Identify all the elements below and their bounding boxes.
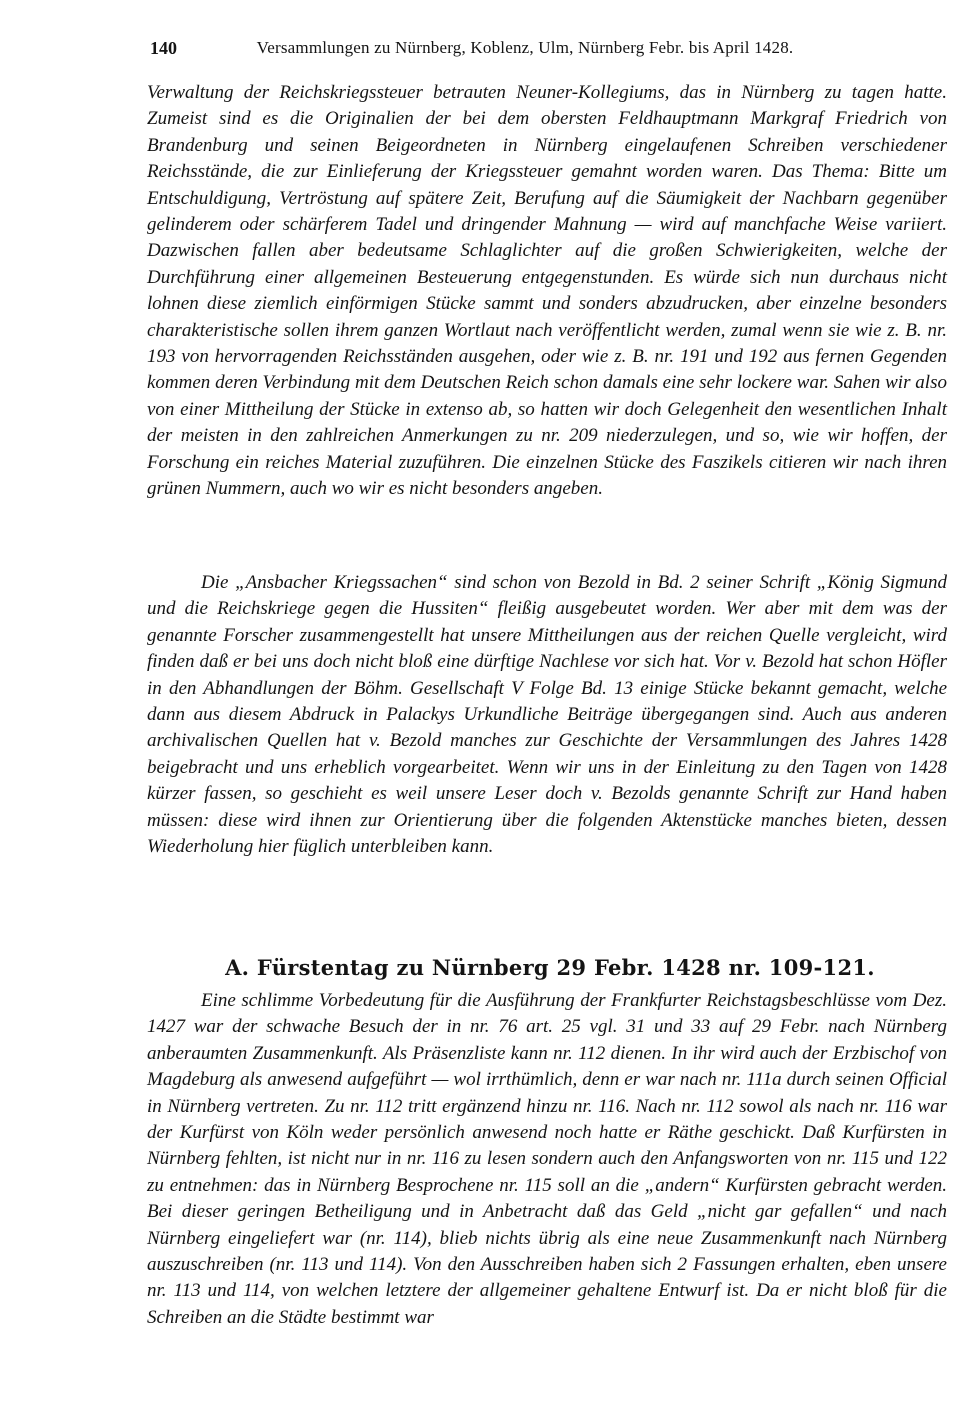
section-paragraph: Eine schlimme Vorbedeutung für die Ausführung der Frankfurter Reichstagsbeschlüsse vom Dez. 1427 war der schwache Besuch der in nr. 76 art. 25 vgl. 31 und 33 auf 29 Febr. nach Nürnberg anberaumten Zusammenkunft. Als Präsenzliste kann nr. 112 dienen. In ihr wird auch der Erzbischof von Magdeburg als anwesend aufgeführt — wol irrthümlich, denn er war nach nr. 111a durch seinen Official in Nürnberg vertreten. Zu nr. 112 tritt ergänzend hinzu nr. 116. Nach nr. 112 sowol als nach nr. 116 war der Kurfürst von Köln weder persönlich anwesend noch hatte er Räthe geschickt. Daß Kurfürsten in Nürnberg fehlten, ist nicht nur in nr. 116 zu lesen sondern auch den Anfangsworten von nr. 115 und 122 zu entnehmen: das in Nürnberg Besprochene nr. 115 soll an die „andern“ Kurfürsten gebracht werden. Bei dieser geringen Betheiligung und in Anbetracht daß das Geld „nicht gar gefallen“ und nach Nürnberg eingeliefert war (nr. 114), blieb nichts übrig als eine neue Zusammenkunft nach Nürnberg auszuschreiben (nr. 113 und 114). Von den Ausschreiben haben sich 2 Fassungen erhalten, eben unsere nr. 113 und 114, von welchen letztere der allgemeiner gehaltene Entwurf ist. Da er nicht bloß für die Schreiben an die Städte bestimmt war (147, 990, 947, 1328)
section-heading: A. Fürstentag zu Nürnberg 29 Febr. 1428 nr. 109-121. (225, 955, 875, 980)
body-paragraph-2: Die „Ansbacher Kriegssachen“ sind schon von Bezold in Bd. 2 seiner Schrift „König Sigmund und die Reichskriege gegen die Hussiten“ fleißig ausgebeutet worden. Wer aber mit dem was der genannte Forscher zusammengestellt hat unsere Mittheilungen aus der reichen Quelle vergleicht, wird finden daß er bei uns doch nicht bloß eine dürftige Nachlese vor sich hat. Vor v. Bezold hat schon Höfler in den Abhandlungen der Böhm. Gesellschaft V Folge Bd. 13 einige Stücke bekannt gemacht, welche dann aus diesem Abdruck in Palackys Urkundliche Beiträge übergegangen sind. Auch aus anderen archivalischen Quellen hat v. Bezold manches zur Geschichte der Versammlungen des Jahres 1428 beigebracht und uns erheblich vorgearbeitet. Wenn wir uns in der Einleitung zu den Tagen von 1428 kürzer fassen, so geschieht es weil unsere Leser doch v. Bezolds genannte Schrift zur Hand haben müssen: diese wird ihnen zur Orientierung über die folgenden Aktenstücke manches bieten, dessen Wiederholung hier füglich unterbleiben kann. (147, 572, 947, 858)
page-header (150, 38, 900, 62)
page-number: 140 (150, 38, 177, 58)
body-paragraph-1: Verwaltung der Reichskriegssteuer betrauten Neuner-Kollegiums, das in Nürnberg zu tagen hatte. Zumeist sind es die Originalien der bei dem obersten Feldhauptmann Markgraf Friedrich von Brandenburg und seinen Beigeordneten in Nürnberg eingelaufenen Schreiben verschiedener Reichsstände, die zur Einlieferung der Kriegssteuer gemahnt worden waren. Das Thema: Bitte um Entschuldigung, Vertröstung auf spätere Zeit, Berufung auf die Säumigkeit der Nachbarn gegenüber gelinderem oder schärferem Tadel und dringender Mahnung — wird auf manchfache Weise variiert. Dazwischen fallen aber bedeutsame Schlaglichter auf die großen Schwierigkeiten, welche der Durchführung einer allgemeinen Besteuerung entgegenstunden. Es würde sich nun durchaus nicht lohnen diese ziemlich einförmigen Stücke sammt und sonders abzudrucken, aber einzelne besonders charakteristische sollen ihrem ganzen Wortlaut nach veröffentlicht werden, zumal wenn sie wie z. B. nr. 193 von hervorragenden Reichsständen ausgehen, oder wie z. B. nr. 191 und 192 aus fernen Gegenden kommen deren Verbindung mit dem Deutschen Reich schon damals eine sehr lockere war. Sahen wir also von einer Mittheilung der Stücke in extenso ab, so hatten wir doch Gelegenheit den wesentlichen Inhalt der meisten in den zahlreichen Anmerkungen zu nr. 209 niederzulegen, und so, wie wir hoffen, der Forschung ein reiches Material zuzuführen. Die einzelnen Stücke des Faszikels citieren wir nach ihren grünen Nummern, auch wo wir es nicht besonders angeben. (147, 82, 947, 500)
running-title: Versammlungen zu Nürnberg, Koblenz, Ulm, Nürnberg Febr. bis April 1428. (256, 38, 794, 57)
